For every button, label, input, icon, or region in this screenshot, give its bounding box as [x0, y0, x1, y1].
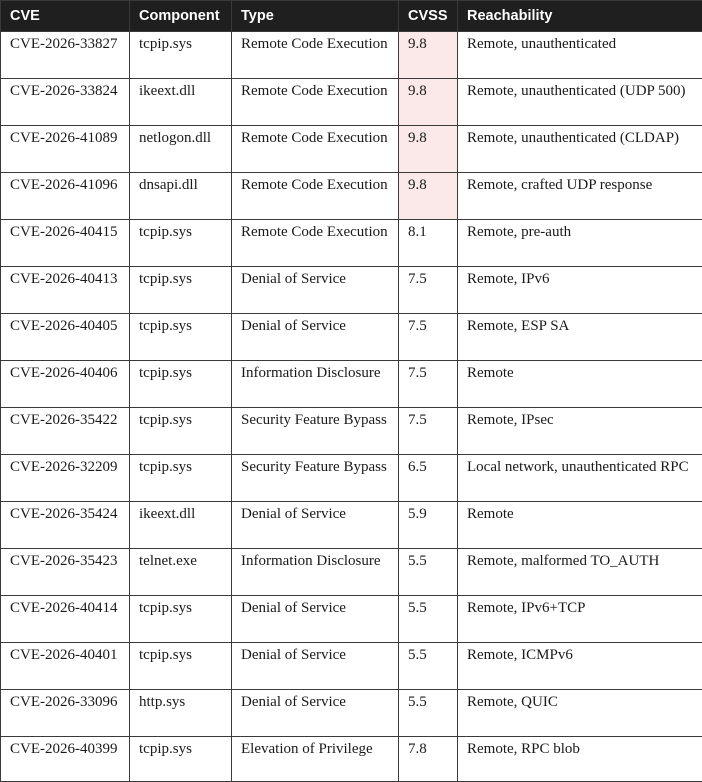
cvss-score-cell: 5.5: [399, 549, 458, 596]
reachability-cell: Remote, ESP SA: [458, 314, 702, 361]
reachability-cell: Remote, QUIC: [458, 690, 702, 737]
reachability-cell: Remote, ICMPv6: [458, 643, 702, 690]
type-cell: Remote Code Execution: [232, 220, 399, 267]
cve-id-cell: CVE-2026-35423: [1, 549, 130, 596]
type-cell: Denial of Service: [232, 643, 399, 690]
type-cell: Information Disclosure: [232, 549, 399, 596]
cvss-score-cell: 7.5: [399, 361, 458, 408]
cvss-score-cell: 6.5: [399, 455, 458, 502]
component-cell: tcpip.sys: [130, 220, 232, 267]
cve-id-cell: CVE-2026-40414: [1, 596, 130, 643]
cvss-score-cell: 9.8: [399, 79, 458, 126]
reachability-cell: Remote: [458, 361, 702, 408]
cve-id-cell: CVE-2026-33096: [1, 690, 130, 737]
type-cell: Remote Code Execution: [232, 79, 399, 126]
reachability-cell: Remote, pre-auth: [458, 220, 702, 267]
reachability-cell: Remote, malformed TO_AUTH: [458, 549, 702, 596]
table-row: [1, 549, 702, 596]
header-type: Type: [232, 1, 399, 32]
cve-id-cell: CVE-2026-40415: [1, 220, 130, 267]
reachability-cell: Remote, IPsec: [458, 408, 702, 455]
table-row: [1, 643, 702, 690]
cve-id-cell: CVE-2026-33827: [1, 32, 130, 79]
table-row: [1, 737, 702, 782]
type-cell: Security Feature Bypass: [232, 455, 399, 502]
table-row: [1, 79, 702, 126]
table-header: [1, 1, 702, 32]
component-cell: tcpip.sys: [130, 408, 232, 455]
table-row: [1, 314, 702, 361]
cvss-score-cell: 9.8: [399, 32, 458, 79]
type-cell: Information Disclosure: [232, 361, 399, 408]
type-cell: Remote Code Execution: [232, 173, 399, 220]
type-cell: Remote Code Execution: [232, 126, 399, 173]
header-cvss: CVSS: [399, 1, 458, 32]
table-row: [1, 220, 702, 267]
component-cell: tcpip.sys: [130, 596, 232, 643]
cve-id-cell: CVE-2026-40401: [1, 643, 130, 690]
component-cell: netlogon.dll: [130, 126, 232, 173]
type-cell: Denial of Service: [232, 314, 399, 361]
cvss-score-cell: 5.5: [399, 643, 458, 690]
cvss-score-cell: 7.8: [399, 737, 458, 782]
header-reachability: Reachability: [458, 1, 702, 32]
header-component: Component: [130, 1, 232, 32]
table-row: [1, 361, 702, 408]
component-cell: tcpip.sys: [130, 32, 232, 79]
type-cell: Denial of Service: [232, 267, 399, 314]
component-cell: ikeext.dll: [130, 502, 232, 549]
table-row: [1, 596, 702, 643]
cvss-score-cell: 5.9: [399, 502, 458, 549]
cve-id-cell: CVE-2026-32209: [1, 455, 130, 502]
component-cell: tcpip.sys: [130, 361, 232, 408]
type-cell: Elevation of Privilege: [232, 737, 399, 782]
header-cve: CVE: [1, 1, 130, 32]
cve-id-cell: CVE-2026-40405: [1, 314, 130, 361]
type-cell: Remote Code Execution: [232, 32, 399, 79]
reachability-cell: Remote, RPC blob: [458, 737, 702, 782]
reachability-cell: Local network, unauthenticated RPC: [458, 455, 702, 502]
cve-id-cell: CVE-2026-33824: [1, 79, 130, 126]
cve-id-cell: CVE-2026-40399: [1, 737, 130, 782]
cve-id-cell: CVE-2026-35424: [1, 502, 130, 549]
reachability-cell: Remote, IPv6: [458, 267, 702, 314]
component-cell: telnet.exe: [130, 549, 232, 596]
table-row: [1, 32, 702, 79]
cvss-score-cell: 7.5: [399, 314, 458, 361]
reachability-cell: Remote: [458, 502, 702, 549]
component-cell: ikeext.dll: [130, 79, 232, 126]
component-cell: tcpip.sys: [130, 267, 232, 314]
component-cell: http.sys: [130, 690, 232, 737]
table-row: [1, 408, 702, 455]
table-row: [1, 502, 702, 549]
cvss-score-cell: 8.1: [399, 220, 458, 267]
reachability-cell: Remote, IPv6+TCP: [458, 596, 702, 643]
table-row: [1, 690, 702, 737]
reachability-cell: Remote, unauthenticated (CLDAP): [458, 126, 702, 173]
cve-id-cell: CVE-2026-41096: [1, 173, 130, 220]
component-cell: tcpip.sys: [130, 737, 232, 782]
type-cell: Denial of Service: [232, 596, 399, 643]
reachability-cell: Remote, unauthenticated (UDP 500): [458, 79, 702, 126]
cvss-score-cell: 9.8: [399, 126, 458, 173]
type-cell: Denial of Service: [232, 690, 399, 737]
cvss-score-cell: 9.8: [399, 173, 458, 220]
type-cell: Denial of Service: [232, 502, 399, 549]
cvss-score-cell: 5.5: [399, 596, 458, 643]
component-cell: dnsapi.dll: [130, 173, 232, 220]
table-row: [1, 173, 702, 220]
table-row: [1, 126, 702, 173]
cve-id-cell: CVE-2026-35422: [1, 408, 130, 455]
cve-id-cell: CVE-2026-40406: [1, 361, 130, 408]
component-cell: tcpip.sys: [130, 314, 232, 361]
cve-id-cell: CVE-2026-41089: [1, 126, 130, 173]
header-row: [1, 1, 702, 32]
reachability-cell: Remote, crafted UDP response: [458, 173, 702, 220]
type-cell: Security Feature Bypass: [232, 408, 399, 455]
table-row: [1, 267, 702, 314]
cvss-score-cell: 5.5: [399, 690, 458, 737]
component-cell: tcpip.sys: [130, 455, 232, 502]
component-cell: tcpip.sys: [130, 643, 232, 690]
cve-id-cell: CVE-2026-40413: [1, 267, 130, 314]
table-body: [1, 32, 702, 782]
cvss-score-cell: 7.5: [399, 408, 458, 455]
cvss-score-cell: 7.5: [399, 267, 458, 314]
reachability-cell: Remote, unauthenticated: [458, 32, 702, 79]
table-row: [1, 455, 702, 502]
